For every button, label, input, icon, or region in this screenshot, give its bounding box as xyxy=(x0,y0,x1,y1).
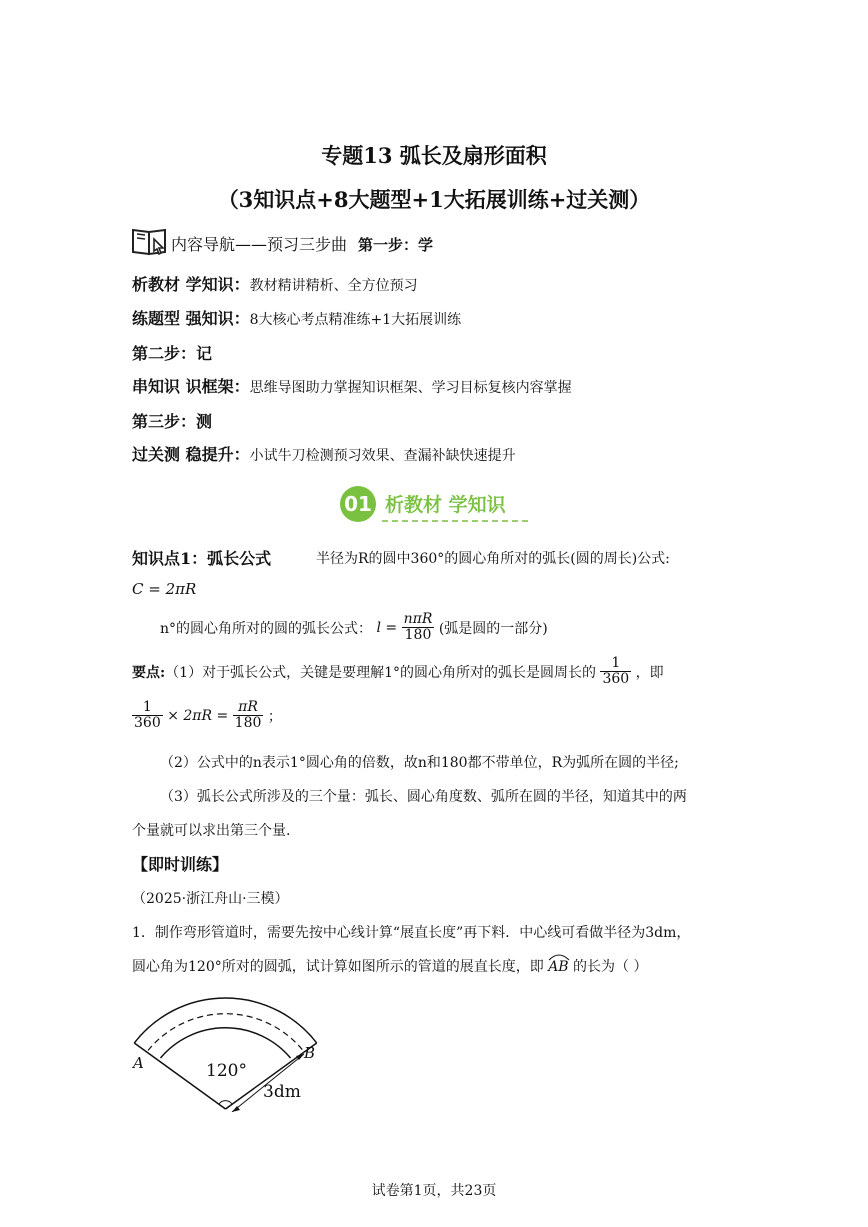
question-1-line-2 xyxy=(132,956,648,976)
figure-radius-label: 3dm xyxy=(263,1082,301,1102)
section-badge: 01 xyxy=(340,486,376,522)
nav-row-2-heading: 练题型 强知识： xyxy=(132,309,250,328)
key-point-3-line-1: （3）弧长公式所涉及的三个量：弧长、圆心角度数、弧所在圆的半径，知道其中的两 xyxy=(160,789,687,805)
page-subtitle: （3知识点+8大题型+1大拓展训练+过关测） xyxy=(217,187,651,212)
page-footer: 试卷第1页，共23页 xyxy=(371,1183,497,1199)
step2-label: 第二步：记 xyxy=(132,344,213,363)
arc-prefix: n°的圆心角所对的圆的弧长公式： xyxy=(160,620,373,637)
section-underline xyxy=(382,520,528,522)
key-point-1 xyxy=(132,656,664,688)
nav-row-1-text: 教材精讲精析、全方位预习 xyxy=(249,278,418,294)
eq-middle: × 2πR = xyxy=(167,707,229,724)
key-equation xyxy=(132,700,282,732)
question-1-line-1: 1．制作弯形管道时，需要先按中心线计算“展直长度”再下料．中心线可看做半径为3dm， xyxy=(132,925,691,941)
arc-fraction-numerator: nπR xyxy=(403,611,433,627)
arc-formula-line xyxy=(160,612,548,644)
nav-row-3 xyxy=(132,374,572,397)
section-title: 析教材 学知识 xyxy=(385,494,506,516)
nav-row-4-heading: 过关测 稳提升： xyxy=(132,445,250,464)
nav-row-2 xyxy=(132,306,461,329)
key1-fraction xyxy=(600,656,631,688)
eq-tail: ； xyxy=(267,708,282,725)
figure-label-a: A xyxy=(133,1054,144,1072)
formula-c: C = 2πR xyxy=(132,580,197,598)
kp-text: 半径为R的圆中360°的圆心角所对的弧长(圆的周长)公式: xyxy=(316,551,670,567)
arc-ab-label: AB xyxy=(548,959,569,975)
eq-fraction-1-numerator: 1 xyxy=(132,700,163,716)
step1-label: 第一步：学 xyxy=(358,236,434,254)
key-point-2: （2）公式中的n表示1°圆心角的倍数，故n和180都不带单位，R为弧所在圆的半径; xyxy=(160,755,679,771)
arc-lhs: l = xyxy=(376,619,398,636)
eq-fraction-2-denominator: 180 xyxy=(234,715,262,732)
key1-tail: ，即 xyxy=(635,664,664,681)
key1-fraction-denominator: 360 xyxy=(602,671,630,688)
question-1-line-2-text-a: 圆心角为120°所对的圆弧，试计算如图所示的管道的展直长度，即 xyxy=(132,959,544,975)
arc-fraction-denominator: 180 xyxy=(404,627,432,644)
page-title: 专题13 弧长及扇形面积 xyxy=(321,143,547,168)
eq-fraction-2-numerator: πR xyxy=(233,700,264,716)
practice-header: 【即时训练】 xyxy=(132,855,229,874)
step3-label: 第三步：测 xyxy=(132,412,213,431)
nav-label: 内容导航——预习三步曲 xyxy=(171,235,348,254)
eq-fraction-1 xyxy=(132,700,163,732)
nav-row-3-text: 思维导图助力掌握知识框架、学习目标复核内容掌握 xyxy=(249,380,572,396)
arc-ab-symbol xyxy=(548,959,568,975)
question-source: （2025·浙江舟山·三模） xyxy=(132,891,289,907)
key-label: 要点: xyxy=(132,664,166,681)
nav-row-4 xyxy=(132,442,516,465)
nav-row-1-heading: 析教材 学知识： xyxy=(132,275,250,294)
nav-row-1 xyxy=(132,272,418,295)
arc-fraction xyxy=(402,612,435,644)
eq-fraction-2 xyxy=(233,700,264,732)
key1-fraction-numerator: 1 xyxy=(600,656,631,672)
nav-row-3-heading: 串知识 识框架： xyxy=(132,377,250,396)
nav-row-4-text: 小试牛刀检测预习效果、查漏补缺快速提升 xyxy=(249,448,516,464)
figure-label-b: B xyxy=(304,1044,316,1062)
book-icon xyxy=(130,224,170,256)
key-point-3-line-2: 个量就可以求出第三个量. xyxy=(132,823,291,839)
key1-text: （1）对于弧长公式，关键是要理解1°的圆心角所对的弧长是圆周长的 xyxy=(165,664,596,681)
question-1-line-2-text-b: 的长为（ ） xyxy=(573,959,648,975)
figure-angle-label: 120° xyxy=(206,1061,247,1081)
kp-title: 知识点1：弧长公式 xyxy=(132,549,272,568)
arc-suffix: (弧是圆的一部分) xyxy=(438,620,548,637)
nav-row-2-text: 8大核心考点精准练+1大拓展训练 xyxy=(249,312,462,328)
eq-fraction-1-denominator: 360 xyxy=(134,715,161,732)
